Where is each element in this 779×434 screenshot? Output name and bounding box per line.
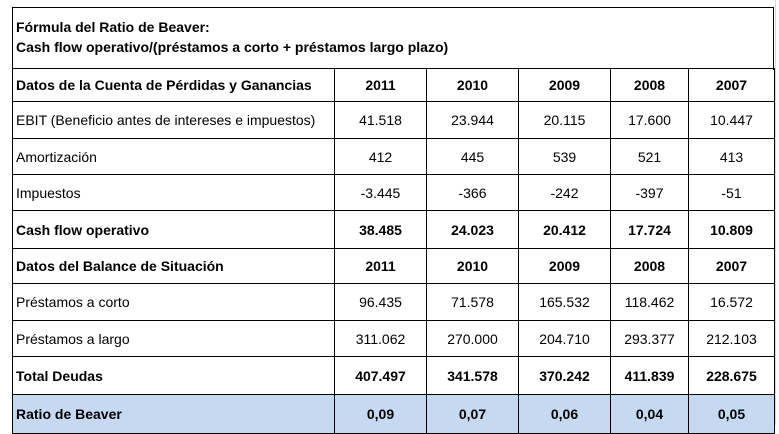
formula-expression: Cash flow operativo/(préstamos a corto + préstamos largo plazo) (16, 39, 449, 55)
cell-value[interactable]: 0,06 (519, 395, 611, 434)
cell-value[interactable]: 212.103 (689, 321, 775, 357)
sheet-gridline (775, 0, 776, 425)
cell-value[interactable]: 2007 (689, 249, 775, 284)
cell-value[interactable]: 521 (611, 139, 689, 175)
table-row (13, 395, 775, 434)
cell-value[interactable]: 2009 (519, 249, 611, 284)
row-label[interactable]: Préstamos a largo (13, 321, 335, 357)
cell-value[interactable]: 24.023 (427, 211, 519, 249)
row-label[interactable]: Impuestos (13, 175, 335, 211)
cell-value[interactable]: 412 (335, 139, 427, 175)
cell-value[interactable]: 20.115 (519, 102, 611, 139)
cell-value[interactable]: 270.000 (427, 321, 519, 357)
cell-value[interactable]: 16.572 (689, 284, 775, 321)
row-label[interactable]: Datos de la Cuenta de Pérdidas y Ganancias (13, 69, 335, 102)
cell-value[interactable]: 2009 (519, 69, 611, 102)
cell-value[interactable]: 41.518 (335, 102, 427, 139)
cell-value[interactable]: -397 (611, 175, 689, 211)
table-row (13, 211, 775, 249)
table-row (13, 69, 775, 102)
cell-value[interactable]: 71.578 (427, 284, 519, 321)
row-label[interactable]: Amortización (13, 139, 335, 175)
table-row (13, 102, 775, 139)
cell-value[interactable]: 165.532 (519, 284, 611, 321)
cell-value[interactable]: 445 (427, 139, 519, 175)
cell-value[interactable]: -51 (689, 175, 775, 211)
table-body (13, 69, 775, 434)
cell-value[interactable]: 0,05 (689, 395, 775, 434)
cell-value[interactable]: -3.445 (335, 175, 427, 211)
row-label[interactable]: Préstamos a corto (13, 284, 335, 321)
cell-value[interactable]: 413 (689, 139, 775, 175)
table-row (13, 357, 775, 395)
row-label[interactable]: EBIT (Beneficio antes de intereses e impuestos) (13, 102, 335, 139)
cell-value[interactable]: 20.412 (519, 211, 611, 249)
formula-title: Fórmula del Ratio de Beaver: (16, 19, 210, 35)
table-row (13, 321, 775, 357)
title-block (12, 7, 774, 70)
cell-value[interactable]: 293.377 (611, 321, 689, 357)
row-label[interactable]: Datos del Balance de Situación (13, 249, 335, 284)
cell-value[interactable]: 2008 (611, 249, 689, 284)
cell-value[interactable]: 228.675 (689, 357, 775, 395)
cell-value[interactable]: 10.809 (689, 211, 775, 249)
cell-value[interactable]: 0,07 (427, 395, 519, 434)
row-label[interactable]: Total Deudas (13, 357, 335, 395)
cell-value[interactable]: 2007 (689, 69, 775, 102)
cell-value[interactable]: 341.578 (427, 357, 519, 395)
cell-value[interactable]: 370.242 (519, 357, 611, 395)
table-row (13, 284, 775, 321)
cell-value[interactable]: 2011 (335, 249, 427, 284)
cell-value[interactable]: 411.839 (611, 357, 689, 395)
cell-value[interactable]: 2010 (427, 69, 519, 102)
beaver-ratio-table (12, 68, 775, 434)
cell-value[interactable]: 0,09 (335, 395, 427, 434)
cell-value[interactable]: 38.485 (335, 211, 427, 249)
row-label[interactable]: Ratio de Beaver (13, 395, 335, 434)
cell-value[interactable]: 539 (519, 139, 611, 175)
cell-value[interactable]: 17.600 (611, 102, 689, 139)
cell-value[interactable]: 17.724 (611, 211, 689, 249)
table-row (13, 175, 775, 211)
cell-value[interactable]: 118.462 (611, 284, 689, 321)
cell-value[interactable]: 204.710 (519, 321, 611, 357)
cell-value[interactable]: 10.447 (689, 102, 775, 139)
cell-value[interactable]: 311.062 (335, 321, 427, 357)
cell-value[interactable]: -366 (427, 175, 519, 211)
cell-value[interactable]: 2010 (427, 249, 519, 284)
cell-value[interactable]: 2008 (611, 69, 689, 102)
cell-value[interactable]: 2011 (335, 69, 427, 102)
cell-value[interactable]: -242 (519, 175, 611, 211)
table-row (13, 249, 775, 284)
cell-value[interactable]: 23.944 (427, 102, 519, 139)
cell-value[interactable]: 407.497 (335, 357, 427, 395)
cell-value[interactable]: 0,04 (611, 395, 689, 434)
table-row (13, 139, 775, 175)
row-label[interactable]: Cash flow operativo (13, 211, 335, 249)
cell-value[interactable]: 96.435 (335, 284, 427, 321)
